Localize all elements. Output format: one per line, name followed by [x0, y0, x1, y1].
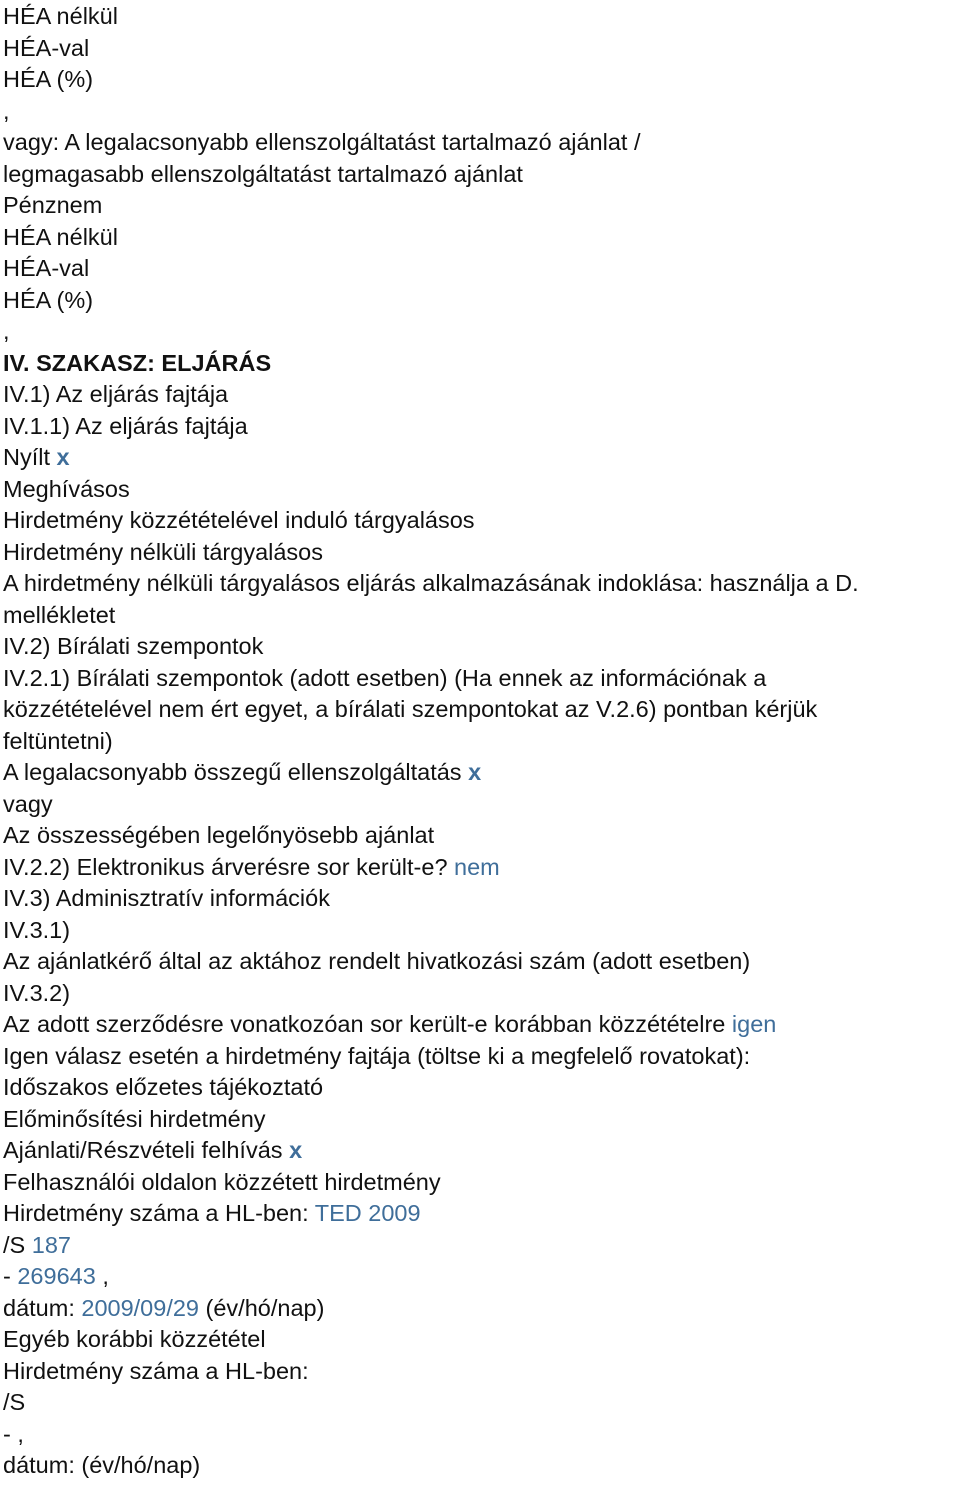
line-hea-percent-2: HÉA (%): [3, 286, 94, 313]
field-label: /S: [3, 1231, 26, 1258]
field-notice-number: [3, 1261, 957, 1293]
option-egyeb-korabbi: Egyéb korábbi közzététel: [3, 1326, 266, 1352]
question-iv-2-2: [3, 852, 957, 884]
line-igen-valasz: Igen válasz esetén a hirdetmény fajtája (töltse ki a megfelelő rovatokat):: [3, 1042, 751, 1069]
heading-iv-1: IV.1) Az eljárás fajtája: [3, 381, 229, 407]
heading-iv-3-1: IV.3.1): [3, 916, 71, 943]
option-elominositesi: Előminősítési hirdetmény: [3, 1105, 266, 1132]
option-ajanlati-reszveteli: [3, 1135, 957, 1167]
line-hea-val: HÉA-val: [3, 34, 90, 61]
field-suffix: (év/hó/nap): [205, 1294, 325, 1321]
question-label: Az adott szerződésre vonatkozóan sor került-e korábban közzétételre: [3, 1011, 726, 1037]
line-comma: ,: [3, 97, 10, 124]
option-meghivasos: Meghívásos: [3, 475, 130, 502]
option-label: Ajánlati/Részvételi felhívás: [3, 1137, 283, 1163]
heading-iv-3-2: IV.3.2): [3, 979, 71, 1006]
option-hirdetmeny-nelkuli: Hirdetmény nélküli tárgyalásos: [3, 538, 324, 565]
selected-mark: x: [468, 759, 482, 785]
line-hea-nelkul: HÉA nélkül: [3, 3, 118, 29]
line-vagy-legalacsonyabb: vagy: A legalacsonyabb ellenszolgáltatást tartalmazó ajánlat /: [3, 129, 641, 155]
line-hea-nelkul-2: HÉA nélkül: [3, 223, 118, 250]
field-prefix: -: [3, 1263, 11, 1289]
heading-iv-1-1: IV.1.1) Az eljárás fajtája: [3, 412, 248, 439]
field-value: 2009/09/29: [81, 1294, 199, 1321]
option-felhasznaloi-oldalon: Felhasználói oldalon közzétett hirdetmény: [3, 1168, 441, 1195]
field-value: 269643: [17, 1263, 96, 1289]
field-date-2: dátum: (év/hó/nap): [3, 1452, 201, 1478]
heading-iv-2-1: IV.2.1) Bírálati szempontok (adott esetben) (Ha ennek az információnak a: [3, 664, 767, 691]
heading-iv-2: IV.2) Bírálati szempontok: [3, 633, 264, 659]
field-suffix: ,: [102, 1263, 109, 1289]
section-heading-iv: IV. SZAKASZ: ELJÁRÁS: [3, 349, 272, 376]
line-legmagasabb: legmagasabb ellenszolgáltatást tartalmazó ajánlat: [3, 160, 523, 187]
line-penznem: Pénznem: [3, 192, 103, 218]
option-legalacsonyabb-osszegu: [3, 757, 957, 789]
line-feltuntetni: feltüntetni): [3, 727, 113, 754]
field-notice-number-2: - ,: [3, 1420, 24, 1447]
line-hivatkozasi-szam: Az ajánlatkérő által az aktához rendelt hivatkozási szám (adott esetben): [3, 948, 751, 974]
field-value: 187: [31, 1231, 71, 1258]
line-comma-2: ,: [3, 318, 10, 344]
field-value: TED 2009: [314, 1200, 421, 1226]
line-indoklas: A hirdetmény nélküli tárgyalásos eljárás alkalmazásának indoklása: használja a D.: [3, 570, 859, 596]
question-korabbi-kozzetetel: [3, 1009, 957, 1041]
line-mellekletet: mellékletet: [3, 601, 116, 628]
line-hea-val-2: HÉA-val: [3, 255, 90, 281]
option-legelonyosebb: Az összességében legelőnyösebb ajánlat: [3, 822, 435, 848]
field-s-number-2: /S: [3, 1389, 26, 1415]
field-hl-number: [3, 1198, 957, 1230]
line-kozzetetelevel: közzétételével nem ért egyet, a bírálati szempontokat az V.2.6) pontban kérjük: [3, 696, 818, 722]
option-label: Nyílt: [3, 444, 50, 470]
selected-mark: x: [289, 1137, 303, 1163]
field-label: dátum:: [3, 1294, 75, 1321]
answer-value: nem: [454, 853, 500, 880]
field-date: [3, 1293, 957, 1325]
field-label: Hirdetmény száma a HL-ben:: [3, 1200, 309, 1226]
answer-value: igen: [731, 1011, 777, 1037]
document-body: [0, 1, 960, 1482]
field-hl-number-2: Hirdetmény száma a HL-ben:: [3, 1357, 309, 1384]
option-nyilt: [3, 442, 957, 474]
option-hirdetmeny-kozzetetelevel: Hirdetmény közzétételével induló tárgyalásos: [3, 507, 475, 533]
heading-iv-3: IV.3) Adminisztratív információk: [3, 885, 330, 911]
option-idoszakos: Időszakos előzetes tájékoztató: [3, 1074, 324, 1100]
field-s-number: [3, 1230, 957, 1262]
line-hea-percent: HÉA (%): [3, 66, 94, 92]
question-label: IV.2.2) Elektronikus árverésre sor került-e?: [3, 853, 448, 880]
line-vagy: vagy: [3, 790, 53, 817]
option-label: A legalacsonyabb összegű ellenszolgáltatás: [3, 759, 462, 785]
selected-mark: x: [56, 444, 70, 470]
